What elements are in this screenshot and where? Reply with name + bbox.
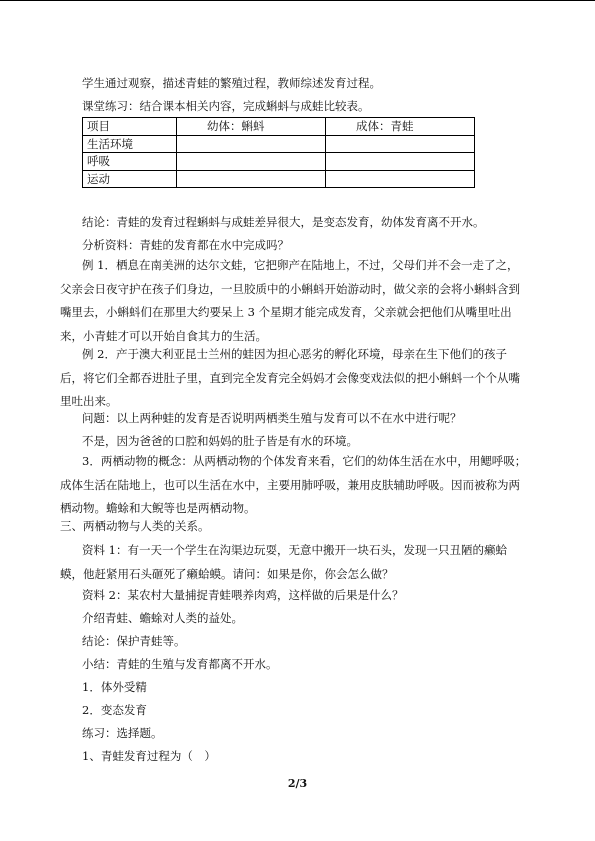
text-line: 学生通过观察，描述青蛙的繁殖过程，教师综述发育过程。 xyxy=(82,76,381,90)
page-number: 2/3 xyxy=(287,777,308,790)
text-line: 来，小青蛙才可以开始自食其力的生活。 xyxy=(60,328,267,343)
text-line: 蟆，他赶紧用石头砸死了癞蛤蟆。请问：如果是你，你会怎么做？ xyxy=(60,566,394,581)
table-cell xyxy=(177,170,326,188)
paragraph-example2 xyxy=(60,343,538,414)
table-row xyxy=(83,153,475,171)
table-header-cell: 幼体：蝌蚪 xyxy=(177,118,326,136)
table-cell: 呼吸 xyxy=(83,153,177,171)
text-line: 练习：选择题。 xyxy=(82,726,163,740)
text-line: 问题：以上两种蛙的发育是否说明两栖类生殖与发育可以不在水中进行呢？ xyxy=(82,411,462,425)
text-line: 介绍青蛙、蟾蜍对人类的益处。 xyxy=(82,611,243,625)
text-line: 1．体外受精 xyxy=(82,680,147,694)
table-cell xyxy=(177,135,326,153)
table-cell xyxy=(326,135,475,153)
text-line: 1、青蛙发育过程为（ ） xyxy=(82,749,216,763)
section-heading: 三、两栖动物与人类的关系。 xyxy=(60,519,210,533)
paragraph-material1 xyxy=(60,539,538,586)
text-line: 结论：青蛙的发育过程蝌蚪与成蛙差异很大，是变态发育，幼体发育离不开水。 xyxy=(82,215,485,229)
text-line: 里吐出来。 xyxy=(60,394,118,409)
text-line: 后，将它们全都吞进肚子里，直到完全发育完全妈妈才会像变戏法似的把小蝌蚪一个个从嘴 xyxy=(60,370,520,385)
text-line: 分析资料：青蛙的发育都在水中完成吗？ xyxy=(82,238,289,252)
table-header-cell: 项目 xyxy=(83,118,177,136)
page-top-rule xyxy=(0,0,595,1)
text-line: 成体生活在陆地上，也可以生活在水中，主要用肺呼吸，兼用皮肤辅助呼吸。因而被称为两 xyxy=(60,477,520,492)
paragraph-concept xyxy=(60,450,538,521)
text-line: 小结：青蛙的生殖与发育都离不开水。 xyxy=(82,657,278,671)
text-line: 不是，因为爸爸的口腔和妈妈的肚子皆是有水的环境。 xyxy=(82,434,358,448)
text-line: 结论：保护青蛙等。 xyxy=(82,634,186,648)
text-line: 课堂练习：结合课本相关内容，完成蝌蚪与成蛙比较表。 xyxy=(82,99,370,113)
text-line: 例 1．栖息在南美洲的达尔文蛙，它把卵产在陆地上，不过，父母们并不会一走了之， xyxy=(82,258,519,272)
text-line: 3．两栖动物的概念：从两栖动物的个体发育来看，它们的幼体生活在水中，用鳃呼吸； xyxy=(82,454,527,468)
table-cell xyxy=(326,170,475,188)
table-cell: 运动 xyxy=(83,170,177,188)
text-line: 嘴里去，小蝌蚪们在那里大约要呆上 3 个星期才能完成发育，父亲就会把他们从嘴里吐出 xyxy=(60,305,512,320)
table-cell: 生活环境 xyxy=(83,135,177,153)
text-line: 资料 2：某农村大量捕捉青蛙喂养肉鸡，这样做的后果是什么？ xyxy=(82,588,404,602)
comparison-table xyxy=(82,117,475,188)
table-header-row xyxy=(83,118,475,136)
text-line: 父亲会日夜守护在孩子们身边，一旦胶质中的小蝌蚪开始游动时，做父亲的会将小蝌蚪含到 xyxy=(60,281,520,296)
table-cell xyxy=(326,153,475,171)
text-line: 例 2．产于澳大利亚昆士兰州的蛙因为担心恶劣的孵化环境，母亲在生下他们的孩子 xyxy=(82,347,507,361)
table-row xyxy=(83,170,475,188)
table-row xyxy=(83,135,475,153)
text-line: 栖动物。蟾蜍和大鲵等也是两栖动物。 xyxy=(60,501,256,516)
text-line: 资料 1：有一天一个学生在沟渠边玩耍，无意中搬开一块石头，发现一只丑陋的癞蛤 xyxy=(82,543,507,557)
paragraph-example1 xyxy=(60,254,538,348)
table-cell xyxy=(177,153,326,171)
table-header-cell: 成体：青蛙 xyxy=(326,118,475,136)
text-line: 2．变态发育 xyxy=(82,703,147,717)
